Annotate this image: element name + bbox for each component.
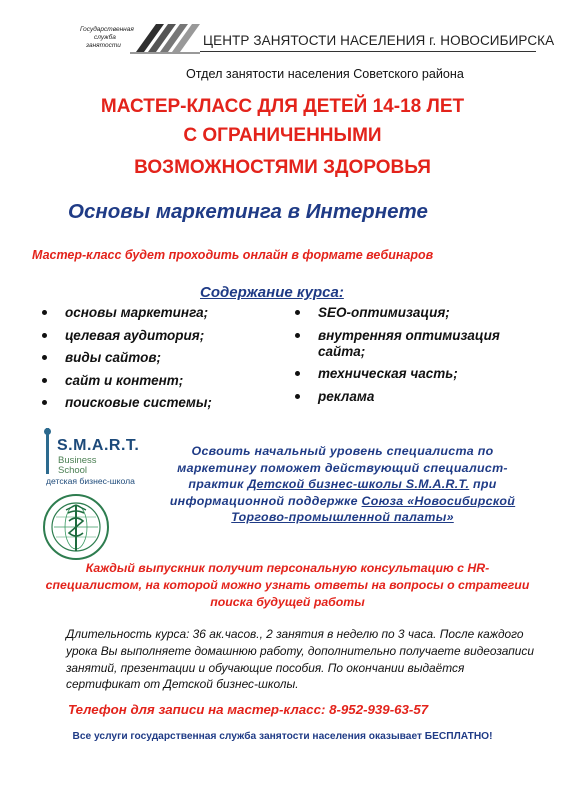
department-name: Отдел занятости населения Советского района	[186, 67, 464, 81]
smart-logo-name: S.M.A.R.T.	[57, 437, 140, 454]
list-item: целевая аудитория;	[38, 328, 278, 344]
smart-logo-caption: детская бизнес-школа	[46, 476, 135, 486]
signup-phone: Телефон для записи на мастер-класс: 8-952-939-63-57	[68, 702, 429, 717]
smart-logo-dot	[44, 428, 51, 435]
title-line-3: ВОЗМОЖНОСТЯМИ ЗДОРОВЬЯ	[134, 157, 431, 178]
info-text-2: при информационной поддержке	[169, 477, 497, 508]
info-text-1: Освоить начальный уровень специалиста по маркетингу поможет действующий специалист-практик	[177, 444, 508, 492]
smart-logo-business: Business	[58, 455, 97, 466]
online-format-note: Мастер-класс будет проходить онлайн в формате вебинаров	[32, 248, 434, 262]
title-line-1: МАСТЕР-КЛАСС ДЛЯ ДЕТЕЙ 14-18 ЛЕТ	[100, 96, 465, 117]
bullet-icon	[295, 333, 300, 338]
business-school-link[interactable]: Детской бизнес-школы S.M.A.R.T.	[247, 477, 470, 492]
list-item: техническая часть;	[288, 366, 538, 382]
topics-right-list	[288, 305, 538, 411]
course-name: Основы маркетинга в Интернете	[68, 200, 428, 223]
list-item: сайт и контент;	[38, 373, 278, 389]
list-item: виды сайтов;	[38, 350, 278, 366]
list-item: основы маркетинга;	[38, 305, 278, 321]
list-item: SEO-оптимизация;	[288, 305, 538, 321]
list-item: реклама	[288, 389, 538, 405]
employment-center-title: ЦЕНТР ЗАНЯТОСТИ НАСЕЛЕНИЯ г. НОВОСИБИРСКА	[203, 33, 555, 48]
bullet-icon	[295, 371, 300, 376]
list-item: поисковые системы;	[38, 395, 278, 411]
bullet-icon	[42, 400, 47, 405]
bullet-icon	[42, 333, 47, 338]
title-line-2: С ОГРАНИЧЕННЫМИ	[183, 125, 382, 146]
bullet-icon	[295, 394, 300, 399]
bullet-icon	[42, 355, 47, 360]
list-item: внутренняя оптимизация сайта;	[288, 328, 538, 360]
logo-line-2: служба	[94, 34, 116, 41]
bullet-icon	[42, 310, 47, 315]
info-paragraph	[150, 443, 535, 526]
course-duration-text: Длительность курса: 36 ак.часов., 2 занятия в неделю по 3 часа. После каждого урока Вы выполняете домашнюю работу, дополнительно получаете видеозаписи занятий, презентации и обучающие пособия. По окончании выдаётся сертификат от Детской бизнес-школы.	[66, 627, 534, 692]
chamber-of-commerce-emblem-icon	[42, 493, 110, 561]
bullet-icon	[42, 378, 47, 383]
consultation-note: Каждый выпускник получит персональную консультацию с HR-специалистом, на которой можно узнать ответы на вопросы о стратегии поиска будущей работы	[45, 561, 530, 609]
bullet-icon	[295, 310, 300, 315]
logo-text	[80, 26, 134, 50]
chamber-union-link[interactable]: Союза «Новосибирской Торгово-промышленной палаты»	[231, 493, 516, 525]
smart-logo-school: School	[58, 465, 88, 476]
topics-left-list	[38, 305, 278, 418]
content-heading: Содержание курса:	[200, 284, 344, 301]
logo-stripes-icon	[130, 22, 200, 54]
free-services-note: Все услуги государственная служба занятости населения оказывает БЕСПЛАТНО!	[72, 731, 493, 742]
header-divider	[200, 51, 536, 52]
logo-line-1: Государственная	[80, 26, 134, 33]
logo-line-3: занятости	[86, 42, 121, 49]
